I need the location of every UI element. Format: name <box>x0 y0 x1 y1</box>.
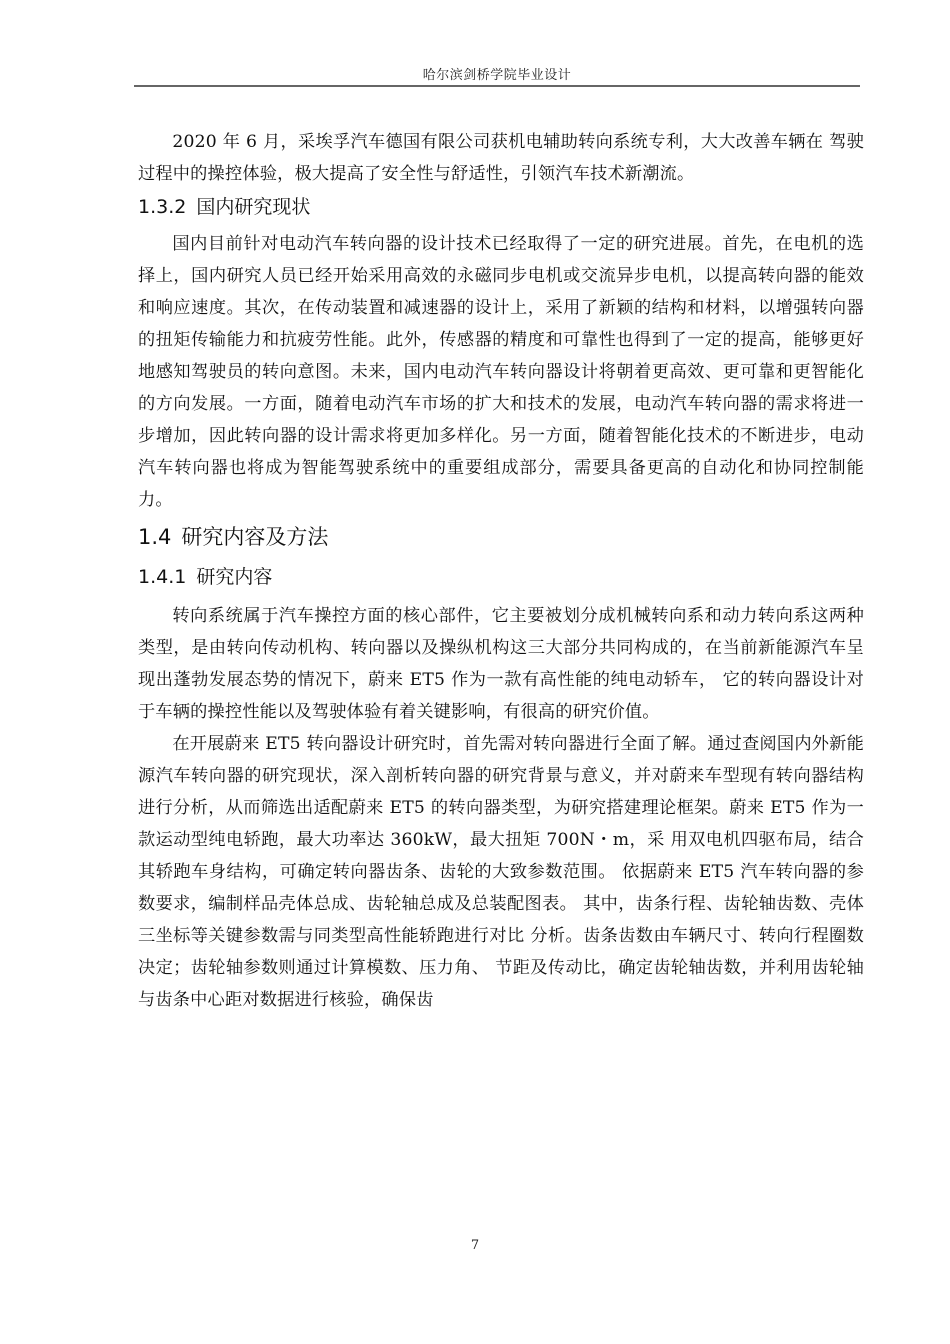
section-title: 研究内容 <box>196 566 273 588</box>
page-header: 哈尔滨剑桥学院毕业设计 <box>422 68 572 83</box>
section-heading-1-3-2 <box>138 194 864 220</box>
paragraph-intro: 2020 年 6 月，采埃孚汽车德国有限公司获机电辅助转向系统专利，大大改善车辆在 驾驶过程中的操控体验，极大提高了安全性与舒适性，引领汽车技术新潮流。 <box>138 132 864 184</box>
section-number: 1.4.1 <box>138 566 187 588</box>
section-number: 1.4 <box>138 525 172 549</box>
section-heading-1-4-1 <box>138 564 864 590</box>
section-heading-1-4 <box>138 522 864 552</box>
paragraph-research-content-1: 转向系统属于汽车操控方面的核心部件，它主要被划分成机械转向系和动力转向系这两种类型，是由转向传动机构、转向器以及操纵机构这三大部分共同构成的，在当前新能源汽车呈现出蓬勃发展态势的情况下，蔚来 ET5 作为一款有高性能的纯电动轿车， 它的转向器设计对于车辆的操控性能以及驾驶体验有着关键影响，有很高的研究价值。 <box>138 606 864 722</box>
section-title: 国内研究现状 <box>196 196 311 218</box>
page-content <box>138 126 864 1016</box>
section-number: 1.3.2 <box>138 196 187 218</box>
page-number: 7 <box>470 1238 480 1253</box>
section-title: 研究内容及方法 <box>181 525 329 549</box>
paragraph-domestic-research: 国内目前针对电动汽车转向器的设计技术已经取得了一定的研究进展。首先，在电机的选择上，国内研究人员已经开始采用高效的永磁同步电机或交流异步电机，以提高转向器的能效和响应速度。其次，在传动装置和减速器的设计上，采用了新颖的结构和材料，以增强转向器的扭矩传输能力和抗疲劳性能。此外，传感器的精度和可靠性也得到了一定的提高，能够更好地感知驾驶员的转向意图。未来，国内电动汽车转向器设计将朝着更高效、更可靠和更智能化的方向发展。一方面，随着电动汽车市场的扩大和技术的发展，电动汽车转向器的需求将进一步增加，因此转向器的设计需求将更加多样化。另一方面，随着智能化技术的不断进步，电动汽车转向器也将成为智能驾驶系统中的重要组成部分，需要具备更高的自动化和协同控制能力。 <box>138 234 864 510</box>
paragraph-research-content-2: 在开展蔚来 ET5 转向器设计研究时，首先需对转向器进行全面了解。通过查阅国内外新能源汽车转向器的研究现状，深入剖析转向器的研究背景与意义，并对蔚来车型现有转向器结构进行分析，从而筛选出适配蔚来 ET5 的转向器类型，为研究搭建理论框架。蔚来 ET5 作为一款运动型纯电轿跑，最大功率达 360kW，最大扭矩 700N・m，采 用双电机四驱布局，结合其轿跑车身结构，可确定转向器齿条、齿轮的大致参数范围。 依据蔚来 ET5 汽车转向器的参数要求，编制样品壳体总成、齿轮轴总成及总装配图表。 其中，齿条行程、齿轮轴齿数、壳体三坐标等关键参数需与同类型高性能轿跑进行对比 分析。齿条齿数由车辆尺寸、转向行程圈数决定；齿轮轴参数则通过计算模数、压力角、 节距及传动比，确定齿轮轴齿数，并利用齿轮轴与齿条中心距对数据进行核验，确保齿 <box>138 734 864 1010</box>
header-rule <box>134 85 860 87</box>
